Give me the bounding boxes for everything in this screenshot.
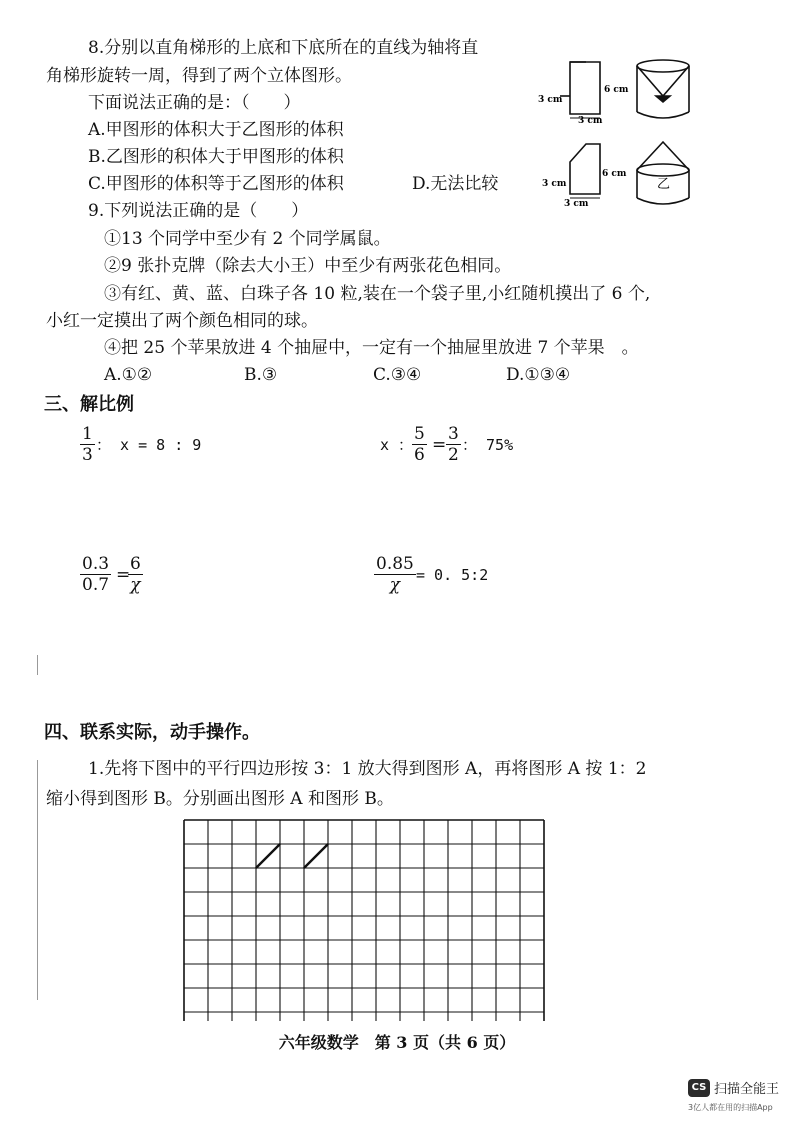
p3-numerator-1: 0.3 <box>82 554 110 574</box>
p1-numerator: 1 <box>82 424 93 444</box>
q9-option-a: A.①② <box>104 365 153 385</box>
p2-lead: x ： <box>380 436 414 454</box>
q8-figure-2 <box>538 136 698 212</box>
p4-denominator: χ <box>389 575 401 595</box>
q8-option-b: B.乙图形的积体大于甲图形的体积 <box>88 147 344 167</box>
p2-numerator-2: 3 <box>448 424 459 444</box>
q9-prompt: 9.下列说法正确的是（ ） <box>88 201 309 221</box>
scanner-slogan: 3亿人都在用的扫描App <box>688 1103 773 1112</box>
parallelogram-side <box>256 844 280 868</box>
section-4-title: 四、联系实际，动手操作。 <box>44 722 260 743</box>
q9-statement-3-cont: 小红一定摸出了两个颜色相同的球。 <box>46 311 318 331</box>
q8-option-d: D.无法比较 <box>412 174 499 194</box>
binding-margin-line <box>37 655 38 675</box>
p3-denominator-2: χ <box>130 575 141 595</box>
fig1-bottom-label: 3 cm <box>578 116 603 124</box>
q9-statement-4: ④把 25 个苹果放进 4 个抽屉中，一定有一个抽屉里放进 7 个苹果 。 <box>104 338 639 358</box>
fig1-left-label: 3 cm <box>538 95 563 105</box>
q9-option-b: B.③ <box>244 365 278 385</box>
p2-rest: ： 75% <box>462 436 514 454</box>
scanner-brand-name: 扫描全能王 <box>714 1082 780 1097</box>
fig2-bottom-label: 3 cm <box>564 199 589 209</box>
fig2-right-label: 6 cm <box>602 169 627 179</box>
p3-equals: = <box>116 565 131 585</box>
q8-figure-1 <box>538 52 698 124</box>
q9-statement-2: ②9 张扑克牌（除去大小王）中至少有两张花色相同。 <box>104 256 512 276</box>
q8-line1: 8.分别以直角梯形的上底和下底所在的直线为轴将直 <box>88 38 479 58</box>
p2-denominator-1: 6 <box>414 445 425 465</box>
p2-numerator-1: 5 <box>414 424 425 444</box>
scanner-watermark <box>688 1078 779 1097</box>
sec4-q1-line2: 缩小得到图形 B。分别画出图形 A 和图形 B。 <box>46 789 394 809</box>
parallelogram-side <box>304 844 328 868</box>
fig1-right-label: 6 cm <box>604 85 629 95</box>
sec4-q1-line1: 1.先将下图中的平行四边形按 3：1 放大得到图形 A，再将图形 A 按 1：2 <box>88 759 647 779</box>
section-3-title: 三、解比例 <box>44 394 134 415</box>
p1-denominator: 3 <box>82 445 93 465</box>
p1-rest: ： x = 8 : 9 <box>96 436 202 454</box>
q8-option-a: A.甲图形的体积大于乙图形的体积 <box>88 120 344 140</box>
q9-statement-1: ①13 个同学中至少有 2 个同学属鼠。 <box>104 229 391 249</box>
q8-line2: 角梯形旋转一周，得到了两个立体图形。 <box>46 66 352 86</box>
q8-option-c: C.甲图形的体积等于乙图形的体积 <box>88 174 344 194</box>
p3-denominator-1: 0.7 <box>82 575 110 595</box>
drawing-grid[interactable] <box>183 819 549 1021</box>
fig2-left-label: 3 cm <box>542 179 567 189</box>
p2-equals: = <box>432 435 447 455</box>
p4-numerator: 0.85 <box>376 554 414 574</box>
q9-option-d: D.①③④ <box>506 365 571 385</box>
p3-numerator-2: 6 <box>130 554 141 574</box>
page-footer: 六年级数学 第 3 页（共 6 页） <box>278 1033 516 1052</box>
fig2-mark: 乙 <box>657 177 671 192</box>
p4-rest: = 0. 5:2 <box>416 566 489 584</box>
q9-option-c: C.③④ <box>373 365 422 385</box>
q9-statement-3: ③有红、黄、蓝、白珠子各 10 粒,装在一个袋子里,小红随机摸出了 6 个, <box>104 284 651 304</box>
scanner-logo-icon: CS <box>688 1079 710 1097</box>
binding-margin-line <box>37 760 38 1000</box>
q8-prompt: 下面说法正确的是：（ ） <box>88 93 301 113</box>
p2-denominator-2: 2 <box>448 445 459 465</box>
